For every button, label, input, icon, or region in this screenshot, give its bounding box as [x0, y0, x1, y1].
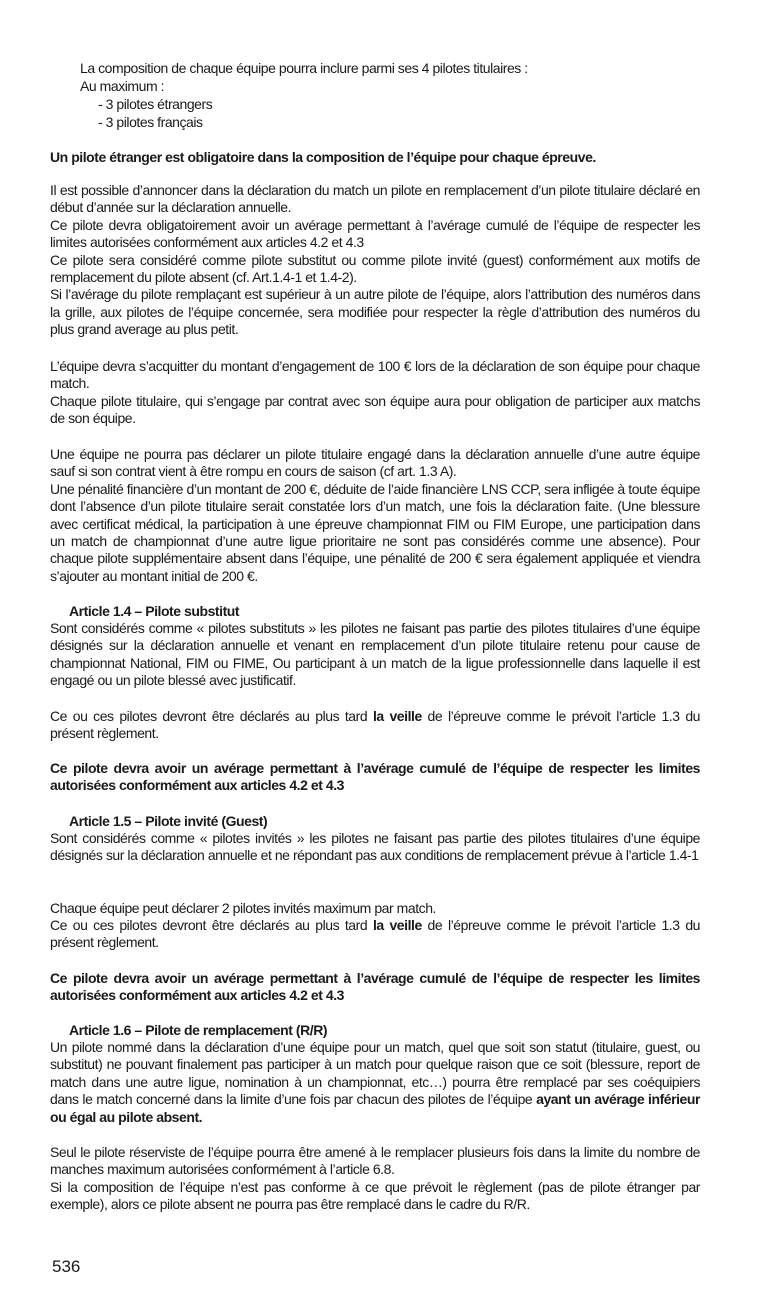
- deadline-emphasis: la veille: [372, 917, 422, 933]
- foreign-rider-rule: Un pilote étranger est obligatoire dans la composition de l’équipe pour chaque épreuve.: [50, 149, 596, 165]
- article-1-6-heading: Article 1.6 – Pilote de remplacement (R/R): [69, 1022, 328, 1038]
- fee-text-1: L’équipe devra s’acquitter du montant d’engagement de 100 € lors de la déclaration de son équipe pour chaque match.: [50, 358, 700, 392]
- intro-line: La composition de chaque équipe pourra inclure parmi ses 4 pilotes titulaires :: [80, 60, 528, 76]
- list-item-foreign: - 3 pilotes étrangers: [98, 96, 213, 112]
- replacement-text-4: Si l’avérage du pilote remplaçant est supérieur à un autre pilote de l’équipe, alors l’attribution des numéros dans la grille, aux pilotes de l’équipe concernée, sera modifiée pour respecter la règle d’attribution des numéros du plus grand average au plus petit.: [50, 286, 700, 338]
- declaration-text-end: de l’épreuve comme le prévoit l’article 1.3 du présent règlement.: [50, 708, 700, 742]
- declaration-text: Ce ou ces pilotes devront être déclarés au plus tard: [50, 917, 373, 933]
- fee-text-2: Chaque pilote titulaire, qui s’engage par contrat avec son équipe aura pour obligation de participer aux matchs de son équipe.: [50, 392, 700, 427]
- replacement-paragraph: [50, 182, 700, 339]
- max-guests-rule: Chaque équipe peut déclarer 2 pilotes invités maximum par match.: [50, 900, 436, 916]
- article-1-4-average-rule: Ce pilote devra avoir un avérage permettant à l’avérage cumulé de l’équipe de respecter les limites autorisées conformément aux articles 4.2 et 4.3: [50, 760, 700, 794]
- intro-maximum-label: Au maximum :: [80, 78, 165, 94]
- reserve-paragraph: [50, 1144, 700, 1214]
- penalty-paragraph: [50, 446, 700, 585]
- reserve-text-1: Seul le pilote réserviste de l’équipe pourra être amené à le remplacer plusieurs fois dans la limite du nombre de manches maximum autorisées conformément à l’article 6.8.: [50, 1144, 700, 1178]
- fee-paragraph: [50, 358, 700, 428]
- article-1-6-body: [50, 1039, 700, 1126]
- replacement-text-1: Il est possible d’annoncer dans la déclaration du match un pilote en remplacement d’un pilote titulaire déclaré en début d’année sur la déclaration annuelle.: [50, 182, 700, 216]
- article-1-4-body: Sont considérés comme « pilotes substituts » les pilotes ne faisant pas partie des pilotes titulaires d’une équipe désignés sur la déclaration annuelle et venant en remplacement d’un pilote titulaire retenu pour cause de championnat National, FIM ou FIME, Ou participant à un match de la ligue professionnelle dans laquelle il est engagé ou un pilote blessé avec justificatif.: [50, 620, 700, 689]
- article-1-4-declaration: [50, 708, 700, 743]
- declaration-text: Ce ou ces pilotes devront être déclarés au plus tard: [50, 708, 373, 724]
- replacement-text-3: Ce pilote sera considéré comme pilote substitut ou comme pilote invité (guest) conformément aux motifs de remplacement du pilote absent (cf. Art.1.4-1 et 1.4-2).: [50, 251, 700, 286]
- reserve-text-2: Si la composition de l’équipe n’est pas conforme à ce que prévoit le règlement (pas de pilote étranger par exemple), alors ce pilote absent ne pourra pas être remplacé dans le cadre du R/R.: [50, 1178, 700, 1213]
- replacement-rule-text: Un pilote nommé dans la déclaration d’une équipe pour un match, quel que soit son statut (titulaire, guest, ou substitut) ne pouvant finalement pas participer à un match pour quelque raison que ce soit (blessure, report de match dans une autre ligue, nomination à un championnat, etc…) pourra être remplacé par ses coéquipiers dans le match concerné dans la limite d’une fois par chacun des pilotes de l’équipe: [50, 1039, 700, 1108]
- replacement-text-2: Ce pilote devra obligatoirement avoir un avérage permettant à l’avérage cumulé de l’équipe de respecter les limites autorisées conformément aux articles 4.2 et 4.3: [50, 216, 700, 251]
- page-number: 536: [52, 1257, 81, 1276]
- article-1-5-body: Sont considérés comme « pilotes invités » les pilotes ne faisant pas partie des pilotes titulaires d’une équipe désignés sur la déclaration annuelle et ne répondant pas aux conditions de remplacement prévue à l’article 1.4-1: [50, 830, 700, 864]
- article-1-4-heading: Article 1.4 – Pilote substitut: [69, 603, 240, 619]
- penalty-text-1: Une équipe ne pourra pas déclarer un pilote titulaire engagé dans la déclaration annuelle d’une autre équipe sauf si son contrat vient à être rompu en cours de saison (cf art. 1.3 A).: [50, 446, 700, 480]
- article-1-5-average-rule: Ce pilote devra avoir un avérage permettant à l’avérage cumulé de l’équipe de respecter les limites autorisées conformément aux articles 4.2 et 4.3: [50, 970, 700, 1004]
- declaration-text-end: de l’épreuve comme le prévoit l’article 1.3 du présent règlement.: [50, 917, 700, 951]
- penalty-text-2: Une pénalité financière d’un montant de 200 €, déduite de l’aide financière LNS CCP, sera infligée à toute équipe dont l’absence d’un pilote titulaire serait constatée lors d’un match, une fois la déclaration faite. (Une blessure avec certificat médical, la participation à une épreuve championnat FIM ou FIM Europe, une participation dans un match de championnat d’une autre ligue prioritaire ne sont pas considérés comme une absence). Pour chaque pilote supplémentaire absent dans l’équipe, une pénalité de 200 € sera également appliquée et viendra s’ajouter au montant initial de 200 €.: [50, 480, 700, 584]
- list-item-french: - 3 pilotes français: [98, 114, 203, 130]
- deadline-emphasis: la veille: [372, 708, 422, 724]
- replacement-rule-emphasis: ayant un avérage inférieur ou égal au pilote absent.: [50, 1091, 700, 1125]
- article-1-5-declaration: [50, 917, 700, 952]
- article-1-5-heading: Article 1.5 – Pilote invité (Guest): [69, 813, 268, 829]
